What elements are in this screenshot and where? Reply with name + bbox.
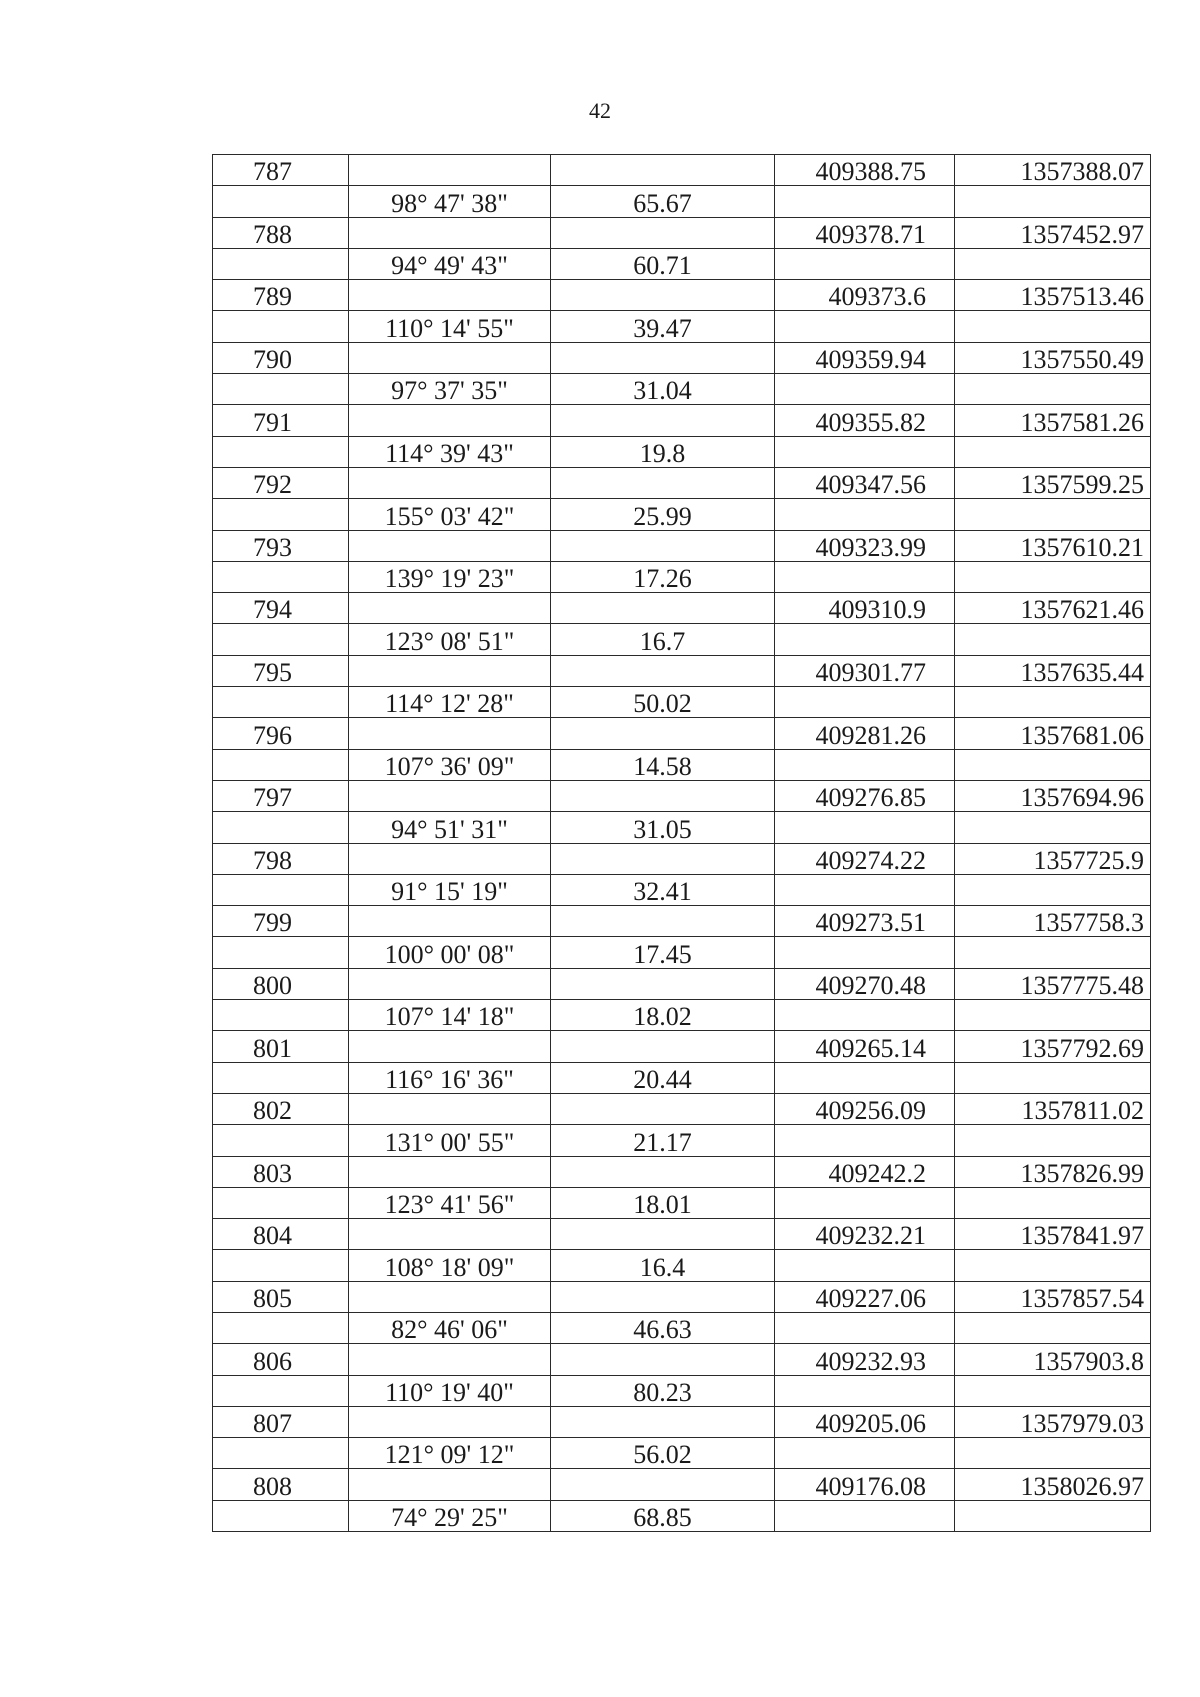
empty-cell xyxy=(955,1438,1151,1469)
x-coordinate-cell: 409270.48 xyxy=(775,968,955,999)
segment-row xyxy=(213,937,1151,968)
x-coordinate-cell: 409274.22 xyxy=(775,843,955,874)
empty-cell xyxy=(349,968,551,999)
segment-row xyxy=(213,1312,1151,1343)
x-coordinate-cell: 409273.51 xyxy=(775,906,955,937)
distance-cell: 21.17 xyxy=(551,1125,775,1156)
empty-cell xyxy=(955,374,1151,405)
empty-cell xyxy=(775,1187,955,1218)
segment-row xyxy=(213,1250,1151,1281)
y-coordinate-cell: 1357857.54 xyxy=(955,1281,1151,1312)
segment-row xyxy=(213,874,1151,905)
y-coordinate-cell: 1357903.8 xyxy=(955,1344,1151,1375)
station-row xyxy=(213,593,1151,624)
empty-cell xyxy=(349,1406,551,1437)
y-coordinate-cell: 1358026.97 xyxy=(955,1469,1151,1500)
bearing-cell: 116° 16' 36" xyxy=(349,1062,551,1093)
empty-cell xyxy=(349,280,551,311)
station-cell: 803 xyxy=(213,1156,349,1187)
empty-cell xyxy=(349,1219,551,1250)
distance-cell: 50.02 xyxy=(551,687,775,718)
empty-cell xyxy=(213,1125,349,1156)
x-coordinate-cell: 409378.71 xyxy=(775,217,955,248)
empty-cell xyxy=(551,467,775,498)
empty-cell xyxy=(551,1156,775,1187)
station-row xyxy=(213,1156,1151,1187)
distance-cell: 25.99 xyxy=(551,499,775,530)
bearing-cell: 121° 09' 12" xyxy=(349,1438,551,1469)
station-cell: 792 xyxy=(213,467,349,498)
empty-cell xyxy=(955,499,1151,530)
empty-cell xyxy=(349,1344,551,1375)
bearing-cell: 91° 15' 19" xyxy=(349,874,551,905)
station-cell: 797 xyxy=(213,780,349,811)
station-cell: 796 xyxy=(213,718,349,749)
bearing-cell: 108° 18' 09" xyxy=(349,1250,551,1281)
empty-cell xyxy=(955,874,1151,905)
empty-cell xyxy=(955,812,1151,843)
empty-cell xyxy=(349,1031,551,1062)
empty-cell xyxy=(213,1250,349,1281)
station-row xyxy=(213,780,1151,811)
empty-cell xyxy=(955,1250,1151,1281)
empty-cell xyxy=(349,342,551,373)
station-row xyxy=(213,467,1151,498)
distance-cell: 80.23 xyxy=(551,1375,775,1406)
station-row xyxy=(213,1344,1151,1375)
x-coordinate-cell: 409301.77 xyxy=(775,655,955,686)
empty-cell xyxy=(213,436,349,467)
station-cell: 800 xyxy=(213,968,349,999)
y-coordinate-cell: 1357621.46 xyxy=(955,593,1151,624)
bearing-cell: 94° 49' 43" xyxy=(349,248,551,279)
bearing-cell: 110° 14' 55" xyxy=(349,311,551,342)
empty-cell xyxy=(955,1000,1151,1031)
empty-cell xyxy=(775,561,955,592)
segment-row xyxy=(213,812,1151,843)
empty-cell xyxy=(775,1375,955,1406)
station-cell: 801 xyxy=(213,1031,349,1062)
y-coordinate-cell: 1357979.03 xyxy=(955,1406,1151,1437)
station-row xyxy=(213,1469,1151,1500)
station-cell: 798 xyxy=(213,843,349,874)
empty-cell xyxy=(213,1438,349,1469)
y-coordinate-cell: 1357826.99 xyxy=(955,1156,1151,1187)
distance-cell: 32.41 xyxy=(551,874,775,905)
station-row xyxy=(213,280,1151,311)
distance-cell: 20.44 xyxy=(551,1062,775,1093)
empty-cell xyxy=(349,655,551,686)
empty-cell xyxy=(551,405,775,436)
bearing-cell: 110° 19' 40" xyxy=(349,1375,551,1406)
x-coordinate-cell: 409256.09 xyxy=(775,1093,955,1124)
empty-cell xyxy=(551,968,775,999)
empty-cell xyxy=(775,311,955,342)
x-coordinate-cell: 409265.14 xyxy=(775,1031,955,1062)
station-row xyxy=(213,1406,1151,1437)
segment-row xyxy=(213,1000,1151,1031)
station-cell: 791 xyxy=(213,405,349,436)
distance-cell: 39.47 xyxy=(551,311,775,342)
empty-cell xyxy=(213,687,349,718)
station-row xyxy=(213,1093,1151,1124)
empty-cell xyxy=(213,749,349,780)
segment-row xyxy=(213,749,1151,780)
y-coordinate-cell: 1357635.44 xyxy=(955,655,1151,686)
empty-cell xyxy=(349,843,551,874)
station-cell: 793 xyxy=(213,530,349,561)
empty-cell xyxy=(349,155,551,186)
station-cell: 795 xyxy=(213,655,349,686)
empty-cell xyxy=(349,593,551,624)
table-body xyxy=(213,155,1151,1532)
x-coordinate-cell: 409373.6 xyxy=(775,280,955,311)
empty-cell xyxy=(349,718,551,749)
empty-cell xyxy=(349,906,551,937)
empty-cell xyxy=(775,1250,955,1281)
empty-cell xyxy=(775,1500,955,1531)
empty-cell xyxy=(955,624,1151,655)
empty-cell xyxy=(551,1031,775,1062)
y-coordinate-cell: 1357610.21 xyxy=(955,530,1151,561)
segment-row xyxy=(213,1375,1151,1406)
empty-cell xyxy=(551,530,775,561)
empty-cell xyxy=(955,561,1151,592)
segment-row xyxy=(213,1438,1151,1469)
empty-cell xyxy=(955,248,1151,279)
station-cell: 808 xyxy=(213,1469,349,1500)
segment-row xyxy=(213,561,1151,592)
segment-row xyxy=(213,624,1151,655)
empty-cell xyxy=(349,1156,551,1187)
empty-cell xyxy=(775,812,955,843)
distance-cell: 46.63 xyxy=(551,1312,775,1343)
empty-cell xyxy=(213,311,349,342)
empty-cell xyxy=(213,1187,349,1218)
segment-row xyxy=(213,1062,1151,1093)
empty-cell xyxy=(775,186,955,217)
empty-cell xyxy=(775,499,955,530)
empty-cell xyxy=(551,1219,775,1250)
x-coordinate-cell: 409355.82 xyxy=(775,405,955,436)
empty-cell xyxy=(551,593,775,624)
empty-cell xyxy=(955,311,1151,342)
bearing-cell: 107° 14' 18" xyxy=(349,1000,551,1031)
empty-cell xyxy=(213,248,349,279)
bearing-cell: 114° 39' 43" xyxy=(349,436,551,467)
x-coordinate-cell: 409359.94 xyxy=(775,342,955,373)
empty-cell xyxy=(213,624,349,655)
x-coordinate-cell: 409232.93 xyxy=(775,1344,955,1375)
segment-row xyxy=(213,248,1151,279)
empty-cell xyxy=(551,280,775,311)
y-coordinate-cell: 1357550.49 xyxy=(955,342,1151,373)
station-row xyxy=(213,655,1151,686)
empty-cell xyxy=(551,1406,775,1437)
y-coordinate-cell: 1357775.48 xyxy=(955,968,1151,999)
bearing-cell: 82° 46' 06" xyxy=(349,1312,551,1343)
station-row xyxy=(213,718,1151,749)
empty-cell xyxy=(213,1062,349,1093)
empty-cell xyxy=(955,1125,1151,1156)
empty-cell xyxy=(955,749,1151,780)
x-coordinate-cell: 409276.85 xyxy=(775,780,955,811)
station-row xyxy=(213,1219,1151,1250)
empty-cell xyxy=(213,499,349,530)
distance-cell: 17.26 xyxy=(551,561,775,592)
x-coordinate-cell: 409227.06 xyxy=(775,1281,955,1312)
empty-cell xyxy=(551,780,775,811)
empty-cell xyxy=(775,1312,955,1343)
station-row xyxy=(213,217,1151,248)
y-coordinate-cell: 1357841.97 xyxy=(955,1219,1151,1250)
empty-cell xyxy=(775,1000,955,1031)
empty-cell xyxy=(775,374,955,405)
empty-cell xyxy=(213,1000,349,1031)
empty-cell xyxy=(213,812,349,843)
y-coordinate-cell: 1357681.06 xyxy=(955,718,1151,749)
empty-cell xyxy=(213,561,349,592)
empty-cell xyxy=(551,1281,775,1312)
y-coordinate-cell: 1357599.25 xyxy=(955,467,1151,498)
x-coordinate-cell: 409388.75 xyxy=(775,155,955,186)
station-cell: 807 xyxy=(213,1406,349,1437)
empty-cell xyxy=(551,217,775,248)
distance-cell: 19.8 xyxy=(551,436,775,467)
station-row xyxy=(213,530,1151,561)
station-row xyxy=(213,906,1151,937)
empty-cell xyxy=(551,906,775,937)
y-coordinate-cell: 1357758.3 xyxy=(955,906,1151,937)
empty-cell xyxy=(955,1062,1151,1093)
empty-cell xyxy=(349,1281,551,1312)
distance-cell: 60.71 xyxy=(551,248,775,279)
empty-cell xyxy=(551,155,775,186)
y-coordinate-cell: 1357811.02 xyxy=(955,1093,1151,1124)
y-coordinate-cell: 1357388.07 xyxy=(955,155,1151,186)
y-coordinate-cell: 1357452.97 xyxy=(955,217,1151,248)
y-coordinate-cell: 1357694.96 xyxy=(955,780,1151,811)
empty-cell xyxy=(213,1375,349,1406)
segment-row xyxy=(213,186,1151,217)
station-row xyxy=(213,968,1151,999)
station-cell: 804 xyxy=(213,1219,349,1250)
empty-cell xyxy=(349,467,551,498)
segment-row xyxy=(213,1500,1151,1531)
y-coordinate-cell: 1357513.46 xyxy=(955,280,1151,311)
empty-cell xyxy=(213,1500,349,1531)
segment-row xyxy=(213,687,1151,718)
distance-cell: 17.45 xyxy=(551,937,775,968)
distance-cell: 65.67 xyxy=(551,186,775,217)
empty-cell xyxy=(775,687,955,718)
x-coordinate-cell: 409310.9 xyxy=(775,593,955,624)
segment-row xyxy=(213,311,1151,342)
segment-row xyxy=(213,436,1151,467)
distance-cell: 31.05 xyxy=(551,812,775,843)
empty-cell xyxy=(775,1438,955,1469)
station-cell: 787 xyxy=(213,155,349,186)
station-cell: 806 xyxy=(213,1344,349,1375)
station-cell: 794 xyxy=(213,593,349,624)
station-row xyxy=(213,405,1151,436)
bearing-cell: 97° 37' 35" xyxy=(349,374,551,405)
station-row xyxy=(213,155,1151,186)
distance-cell: 18.01 xyxy=(551,1187,775,1218)
distance-cell: 56.02 xyxy=(551,1438,775,1469)
station-cell: 802 xyxy=(213,1093,349,1124)
empty-cell xyxy=(349,217,551,248)
empty-cell xyxy=(349,530,551,561)
empty-cell xyxy=(349,405,551,436)
bearing-cell: 123° 41' 56" xyxy=(349,1187,551,1218)
empty-cell xyxy=(349,1469,551,1500)
empty-cell xyxy=(775,874,955,905)
empty-cell xyxy=(955,937,1151,968)
y-coordinate-cell: 1357581.26 xyxy=(955,405,1151,436)
station-cell: 799 xyxy=(213,906,349,937)
distance-cell: 16.7 xyxy=(551,624,775,655)
empty-cell xyxy=(551,655,775,686)
empty-cell xyxy=(955,1312,1151,1343)
empty-cell xyxy=(955,1187,1151,1218)
empty-cell xyxy=(551,342,775,373)
x-coordinate-cell: 409176.08 xyxy=(775,1469,955,1500)
distance-cell: 31.04 xyxy=(551,374,775,405)
x-coordinate-cell: 409281.26 xyxy=(775,718,955,749)
empty-cell xyxy=(551,1093,775,1124)
station-row xyxy=(213,1031,1151,1062)
empty-cell xyxy=(775,624,955,655)
survey-coordinates-table xyxy=(212,154,1151,1532)
station-cell: 805 xyxy=(213,1281,349,1312)
station-row xyxy=(213,843,1151,874)
x-coordinate-cell: 409205.06 xyxy=(775,1406,955,1437)
bearing-cell: 94° 51' 31" xyxy=(349,812,551,843)
x-coordinate-cell: 409347.56 xyxy=(775,467,955,498)
distance-cell: 18.02 xyxy=(551,1000,775,1031)
empty-cell xyxy=(775,749,955,780)
distance-cell: 14.58 xyxy=(551,749,775,780)
bearing-cell: 114° 12' 28" xyxy=(349,687,551,718)
empty-cell xyxy=(349,1093,551,1124)
y-coordinate-cell: 1357792.69 xyxy=(955,1031,1151,1062)
bearing-cell: 131° 00' 55" xyxy=(349,1125,551,1156)
empty-cell xyxy=(955,1500,1151,1531)
bearing-cell: 155° 03' 42" xyxy=(349,499,551,530)
x-coordinate-cell: 409232.21 xyxy=(775,1219,955,1250)
bearing-cell: 98° 47' 38" xyxy=(349,186,551,217)
empty-cell xyxy=(775,937,955,968)
empty-cell xyxy=(955,1375,1151,1406)
empty-cell xyxy=(551,718,775,749)
segment-row xyxy=(213,499,1151,530)
bearing-cell: 123° 08' 51" xyxy=(349,624,551,655)
x-coordinate-cell: 409323.99 xyxy=(775,530,955,561)
station-cell: 789 xyxy=(213,280,349,311)
empty-cell xyxy=(349,780,551,811)
bearing-cell: 74° 29' 25" xyxy=(349,1500,551,1531)
empty-cell xyxy=(955,186,1151,217)
empty-cell xyxy=(955,436,1151,467)
station-row xyxy=(213,342,1151,373)
empty-cell xyxy=(213,186,349,217)
empty-cell xyxy=(551,1469,775,1500)
distance-cell: 68.85 xyxy=(551,1500,775,1531)
segment-row xyxy=(213,374,1151,405)
y-coordinate-cell: 1357725.9 xyxy=(955,843,1151,874)
bearing-cell: 107° 36' 09" xyxy=(349,749,551,780)
segment-row xyxy=(213,1125,1151,1156)
station-cell: 788 xyxy=(213,217,349,248)
empty-cell xyxy=(213,374,349,405)
station-cell: 790 xyxy=(213,342,349,373)
x-coordinate-cell: 409242.2 xyxy=(775,1156,955,1187)
empty-cell xyxy=(775,1125,955,1156)
distance-cell: 16.4 xyxy=(551,1250,775,1281)
empty-cell xyxy=(775,436,955,467)
segment-row xyxy=(213,1187,1151,1218)
empty-cell xyxy=(551,843,775,874)
empty-cell xyxy=(213,937,349,968)
empty-cell xyxy=(213,1312,349,1343)
empty-cell xyxy=(775,1062,955,1093)
bearing-cell: 139° 19' 23" xyxy=(349,561,551,592)
station-row xyxy=(213,1281,1151,1312)
empty-cell xyxy=(775,248,955,279)
empty-cell xyxy=(955,687,1151,718)
empty-cell xyxy=(551,1344,775,1375)
bearing-cell: 100° 00' 08" xyxy=(349,937,551,968)
empty-cell xyxy=(213,874,349,905)
page-number: 42 xyxy=(589,98,611,123)
